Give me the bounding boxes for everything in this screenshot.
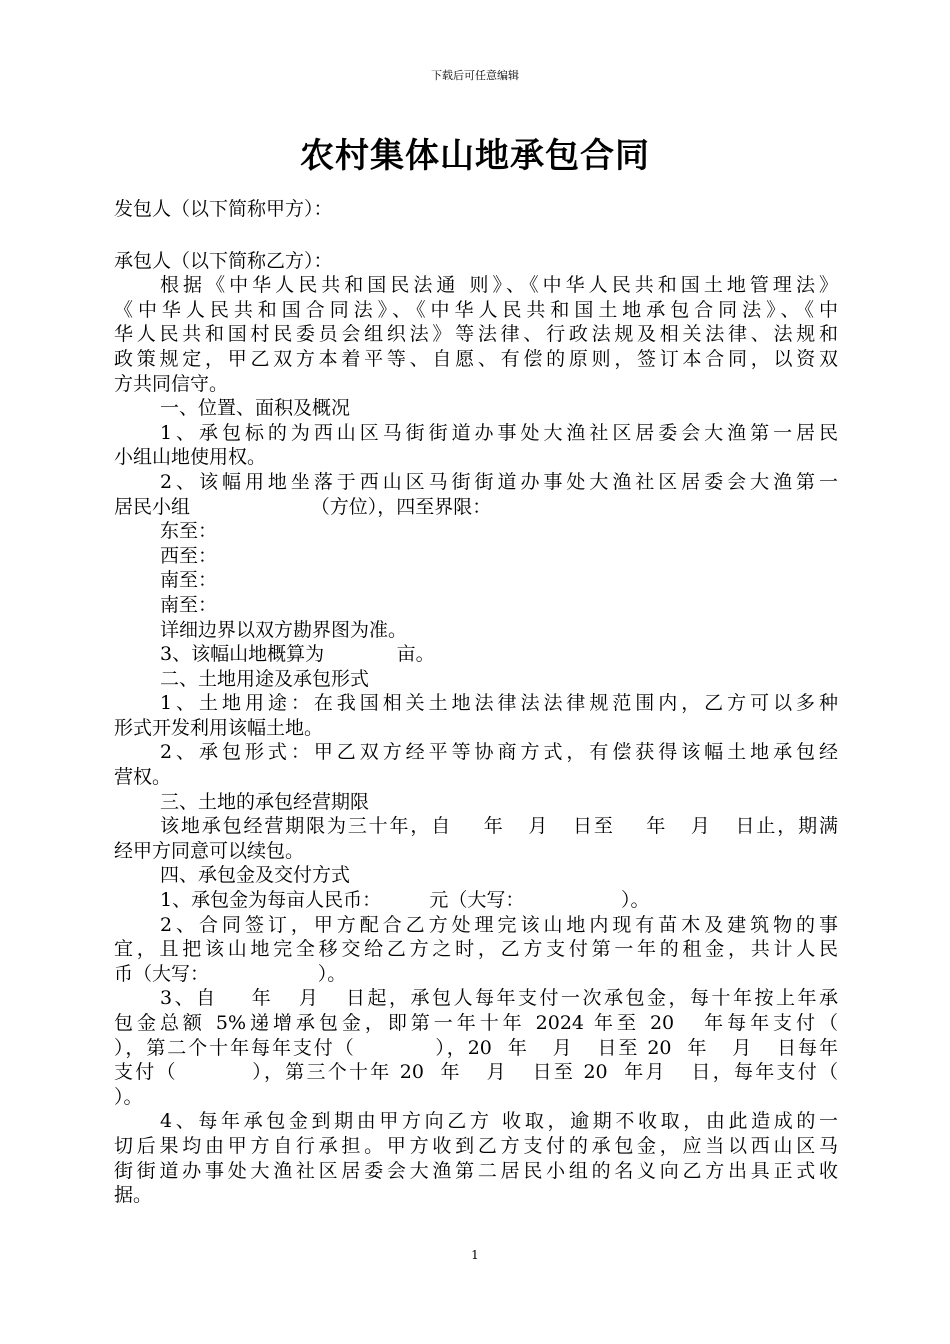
- page-number: 1: [471, 1248, 479, 1262]
- clause-line: ）。: [114, 1085, 143, 1108]
- contract-body: [114, 197, 838, 1208]
- preamble-line: 方共同信守。: [114, 372, 229, 395]
- clause-line: 居民小组 （方位），四至界限：: [114, 495, 492, 518]
- clause-line: 2、承包形式：甲乙双方经平等协商方式，有偿获得该幅土地承包经: [160, 741, 838, 764]
- preamble-line: 《中华人民共和国合同法》、《中华人民共和国土地承包合同法》、《中: [114, 298, 838, 321]
- preamble-line: 华人民共和国村民委员会组织法》等法律、行政法规及相关法律、法规和: [114, 323, 838, 346]
- boundary-south-2: 南至：: [160, 593, 218, 616]
- clause-line: 宜，且把该山地完全移交给乙方之时，乙方支付第一年的租金，共计人民: [114, 938, 838, 961]
- party-b-line: 承包人（以下简称乙方）：: [114, 249, 333, 272]
- clause-line: 3、自 年 月 日起，承包人每年支付一次承包金，每十年按上年承: [160, 987, 838, 1010]
- clause-line: 1、承包标的为西山区马街街道办事处大渔社区居委会大渔第一居民: [160, 421, 838, 444]
- clause-line: 经甲方同意可以续包。: [114, 839, 305, 862]
- clause-line: 3、该幅山地概算为 亩。: [160, 643, 435, 666]
- clause-line: 1、土地用途：在我国相关土地法律法法律规范围内，乙方可以多种: [160, 692, 838, 715]
- blank-gap: [114, 222, 838, 249]
- section-heading-4: 四、承包金及交付方式: [160, 864, 351, 887]
- clause-line: 据。: [114, 1184, 153, 1207]
- boundary-east: 东至：: [160, 520, 218, 543]
- section-heading-3: 三、土地的承包经营期限: [160, 790, 370, 813]
- clause-line: 详细边界以双方勘界图为准。: [160, 618, 408, 641]
- clause-line: ），第二个十年每年支付（ ），20 年 月 日至 20 年 月 日每年: [114, 1036, 838, 1059]
- preamble-line: 政策规定，甲乙双方本着平等、自愿、有偿的原则，签订本合同，以资双: [114, 347, 838, 370]
- clause-line: 支付（ ），第三个十年 20 年 月 日至 20 年月 日，每年支付（: [114, 1061, 838, 1084]
- boundary-west: 西至：: [160, 544, 218, 567]
- clause-line: 该地承包经营期限为三十年，自 年 月 日至 年 月 日止，期满: [160, 815, 838, 838]
- clause-line: 2、该幅用地坐落于西山区马街街道办事处大渔社区居委会大渔第一: [160, 470, 838, 493]
- clause-line: 营权。: [114, 766, 172, 789]
- header-note: 下载后可任意编辑: [431, 69, 519, 82]
- clause-line: 4、每年承包金到期由甲方向乙方 收取，逾期不收取，由此造成的一: [160, 1110, 838, 1133]
- clause-line: 币（大写： ）。: [114, 962, 347, 985]
- document-title: 农村集体山地承包合同: [300, 136, 650, 176]
- clause-line: 街街道办事处大渔社区居委会大渔第二居民小组的名义向乙方出具正式收: [114, 1159, 838, 1182]
- party-a-line: 发包人（以下简称甲方）：: [114, 198, 333, 220]
- clause-line: 1、承包金为每亩人民币： 元（大写： ）。: [160, 889, 650, 912]
- boundary-south: 南至：: [160, 569, 218, 592]
- clause-line: 包金总额 5%递增承包金，即第一年十年 2024 年至 20 年每年支付（: [114, 1012, 838, 1034]
- section-heading-1: 一、位置、面积及概况: [160, 397, 351, 420]
- clause-line: 切后果均由甲方自行承担。甲方收到乙方支付的承包金，应当以西山区马: [114, 1134, 838, 1157]
- section-heading-2: 二、土地用途及承包形式: [160, 667, 370, 690]
- clause-line: 形式开发利用该幅土地。: [114, 716, 324, 739]
- preamble-line: 根据《中华人民共和国民法通 则》、《中华人民共和国土地管理法》: [160, 274, 838, 297]
- clause-line: 小组山地使用权。: [114, 446, 267, 469]
- clause-line: 2、合同签订，甲方配合乙方处理完该山地内现有苗木及建筑物的事: [160, 913, 838, 936]
